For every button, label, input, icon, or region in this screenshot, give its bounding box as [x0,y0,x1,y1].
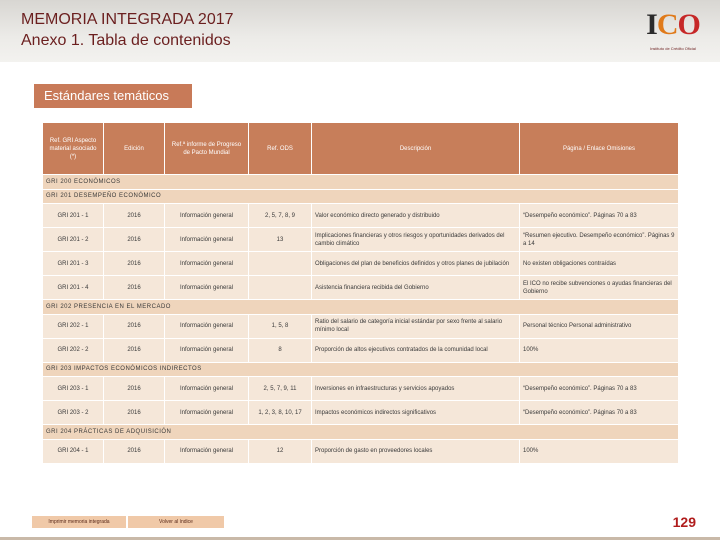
cell-description: Valor económico directo generado y distribuido [312,204,520,228]
cell-description: Asistencia financiera recibida del Gobierno [312,276,520,300]
cell-gri-ref: GRI 203 - 1 [43,377,104,401]
cell-edition: 2016 [104,377,165,401]
ico-logo [640,6,706,56]
cell-global-compact: Información general [165,377,249,401]
cell-global-compact: Información general [165,204,249,228]
cell-page-link: 100% [520,338,679,362]
cell-description: Ratio del salario de categoría inicial estándar por sexo frente al salario mínimo local [312,314,520,338]
cell-edition: 2016 [104,401,165,425]
logo-caption: Instituto de Crédito Oficial [650,46,696,51]
group-row [43,300,679,315]
print-report-button[interactable]: Imprimir memoria integrada [32,516,126,528]
cell-gri-ref: GRI 203 - 2 [43,401,104,425]
cell-description: Proporción de altos ejecutivos contratados de la comunidad local [312,338,520,362]
logo-letter-o: O [677,8,700,41]
table-body [43,175,679,464]
group-label: GRI 201 DESEMPEÑO ECONÓMICO [43,189,679,204]
cell-ods [249,252,312,276]
cell-global-compact: Información general [165,252,249,276]
cell-edition: 2016 [104,252,165,276]
cell-global-compact: Información general [165,276,249,300]
contents-table [42,122,679,464]
cell-global-compact: Información general [165,314,249,338]
page-header [0,0,720,62]
table-row [43,314,679,338]
cell-edition: 2016 [104,338,165,362]
cell-edition: 2016 [104,204,165,228]
table-row [43,204,679,228]
cell-ods: 13 [249,228,312,252]
table-row [43,377,679,401]
group-label: GRI 204 PRÁCTICAS DE ADQUISICIÓN [43,425,679,440]
table-header-row [43,123,679,175]
cell-gri-ref: GRI 204 - 1 [43,439,104,463]
group-row [43,362,679,377]
cell-description: Impactos económicos indirectos significativos [312,401,520,425]
cell-edition: 2016 [104,439,165,463]
group-row [43,189,679,204]
report-title: MEMORIA INTEGRADA 2017 [21,11,234,28]
cell-gri-ref: GRI 202 - 2 [43,338,104,362]
col-header-page-link: Página / Enlace Omisiones [520,123,679,175]
col-header-global-compact: Ref.ª informe de Progreso de Pacto Mundial [165,123,249,175]
cell-gri-ref: GRI 201 - 1 [43,204,104,228]
cell-description: Inversiones en infraestructuras y servicios apoyados [312,377,520,401]
cell-global-compact: Información general [165,401,249,425]
cell-ods [249,276,312,300]
cell-description: Proporción de gasto en proveedores locales [312,439,520,463]
cell-edition: 2016 [104,314,165,338]
back-to-index-button[interactable]: Volver al índice [128,516,224,528]
logo-letter-c: C [656,8,678,41]
cell-ods: 2, 5, 7, 9, 11 [249,377,312,401]
report-subtitle: Anexo 1. Tabla de contenidos [21,32,231,49]
table-row [43,401,679,425]
cell-edition: 2016 [104,228,165,252]
table-row [43,252,679,276]
cell-ods: 1, 2, 3, 8, 10, 17 [249,401,312,425]
col-header-ods: Ref. ODS [249,123,312,175]
col-header-description: Descripción [312,123,520,175]
cell-ods: 2, 5, 7, 8, 9 [249,204,312,228]
group-label: GRI 200 ECONÓMICOS [43,175,679,190]
cell-global-compact: Información general [165,439,249,463]
cell-global-compact: Información general [165,228,249,252]
cell-gri-ref: GRI 202 - 1 [43,314,104,338]
section-title: Estándares temáticos [34,84,192,108]
cell-page-link: 100% [520,439,679,463]
cell-ods: 8 [249,338,312,362]
group-row [43,175,679,190]
cell-page-link: No existen obligaciones contraídas [520,252,679,276]
page-number: 129 [672,514,696,530]
cell-gri-ref: GRI 201 - 2 [43,228,104,252]
group-row [43,425,679,440]
logo-letters [640,6,706,44]
cell-page-link: Personal técnico Personal administrativo [520,314,679,338]
table-row [43,276,679,300]
logo-letter-i: I [646,8,657,41]
cell-page-link: “Desempeño económico”. Páginas 70 a 83 [520,204,679,228]
cell-gri-ref: GRI 201 - 4 [43,276,104,300]
group-label: GRI 203 IMPACTOS ECONÓMICOS INDIRECTOS [43,362,679,377]
cell-page-link: “Resumen ejecutivo. Desempeño económico”. Páginas 9 a 14 [520,228,679,252]
cell-page-link: “Desempeño económico”. Páginas 70 a 83 [520,377,679,401]
cell-description: Obligaciones del plan de beneficios definidos y otros planes de jubilación [312,252,520,276]
table-row [43,228,679,252]
cell-ods: 1, 5, 8 [249,314,312,338]
cell-edition: 2016 [104,276,165,300]
cell-page-link: El ICO no recibe subvenciones o ayudas financieras del Gobierno [520,276,679,300]
cell-ods: 12 [249,439,312,463]
table-row [43,439,679,463]
col-header-edition: Edición [104,123,165,175]
cell-global-compact: Información general [165,338,249,362]
cell-gri-ref: GRI 201 - 3 [43,252,104,276]
cell-description: Implicaciones financieras y otros riesgos y oportunidades derivados del cambio climático [312,228,520,252]
col-header-gri-ref: Ref. GRI Aspecto material asociado (*) [43,123,104,175]
cell-page-link: “Desempeño económico”. Páginas 70 a 83 [520,401,679,425]
table-row [43,338,679,362]
group-label: GRI 202 PRESENCIA EN EL MERCADO [43,300,679,315]
